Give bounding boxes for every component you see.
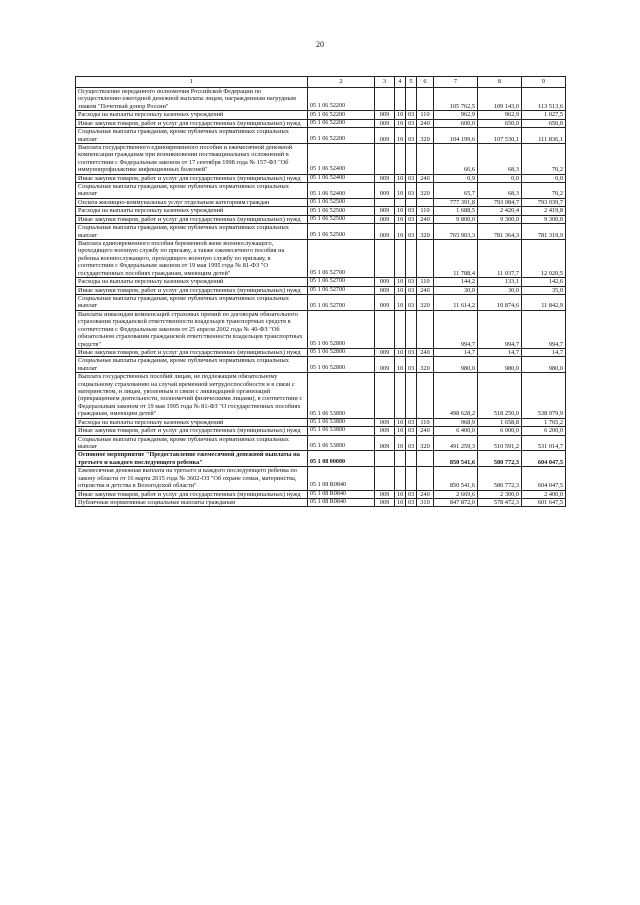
department-code: 009 xyxy=(375,207,395,215)
department-code: 009 xyxy=(375,215,395,223)
department-code: 009 xyxy=(375,286,395,294)
amount-col9: 6 200,0 xyxy=(522,427,566,435)
table-row xyxy=(76,451,566,467)
department-code: 009 xyxy=(375,278,395,286)
section-code: 10 xyxy=(395,111,406,119)
target-article-code: 05 1 06 52200 xyxy=(308,111,375,119)
subsection-code: 03 xyxy=(406,286,417,294)
amount-col7: 9 800,0 xyxy=(434,215,478,223)
department-code: 009 xyxy=(375,224,395,240)
row-description: Расходы на выплаты персоналу казенных учреждений xyxy=(76,278,308,286)
section-code xyxy=(395,88,406,111)
subsection-code: 03 xyxy=(406,418,417,426)
column-header: 4 xyxy=(395,77,406,88)
section-code: 10 xyxy=(395,183,406,199)
amount-col8: 2 300,0 xyxy=(478,490,522,498)
target-article-code: 05 1 06 53800 xyxy=(308,435,375,451)
amount-col8: 580 772,3 xyxy=(478,451,522,467)
row-description: Социальные выплаты гражданам, кроме публичных нормативных социальных выплат xyxy=(76,294,308,310)
amount-col9: 1 765,2 xyxy=(522,418,566,426)
amount-col8: 68,3 xyxy=(478,143,522,174)
section-code xyxy=(395,310,406,348)
target-article-code: 05 1 06 52200 xyxy=(308,119,375,127)
section-code: 10 xyxy=(395,128,406,144)
amount-col7: 491 259,3 xyxy=(434,435,478,451)
column-header: 7 xyxy=(434,77,478,88)
subsection-code: 03 xyxy=(406,278,417,286)
table-row xyxy=(76,119,566,127)
table-row xyxy=(76,357,566,373)
amount-col7: 11 788,4 xyxy=(434,240,478,278)
expense-type-code xyxy=(417,88,434,111)
amount-col9: 781 319,9 xyxy=(522,224,566,240)
amount-col9: 9 300,0 xyxy=(522,215,566,223)
subsection-code xyxy=(406,143,417,174)
row-description: Иные закупки товаров, работ и услуг для государственных (муниципальных) нужд xyxy=(76,348,308,356)
expense-type-code: 320 xyxy=(417,294,434,310)
department-code xyxy=(375,451,395,467)
amount-col9: 142,6 xyxy=(522,278,566,286)
expense-type-code: 240 xyxy=(417,490,434,498)
amount-col9: 1 027,5 xyxy=(522,111,566,119)
amount-col8: 6 000,0 xyxy=(478,427,522,435)
expense-type-code: 320 xyxy=(417,224,434,240)
amount-col7: 2 669,6 xyxy=(434,490,478,498)
table-row xyxy=(76,240,566,278)
amount-col8: 1 658,8 xyxy=(478,418,522,426)
row-description: Публичные нормативные социальные выплаты гражданам xyxy=(76,498,308,506)
section-code: 10 xyxy=(395,215,406,223)
table-row xyxy=(76,143,566,174)
section-code xyxy=(395,240,406,278)
section-code: 10 xyxy=(395,286,406,294)
department-code: 009 xyxy=(375,128,395,144)
department-code xyxy=(375,88,395,111)
amount-col9: 531 014,7 xyxy=(522,435,566,451)
table-row xyxy=(76,294,566,310)
amount-col8: 980,0 xyxy=(478,357,522,373)
amount-col7: 0,9 xyxy=(434,174,478,182)
section-code xyxy=(395,373,406,419)
subsection-code: 03 xyxy=(406,111,417,119)
expense-type-code: 110 xyxy=(417,278,434,286)
table-row xyxy=(76,435,566,451)
target-article-code: 05 1 06 52500 xyxy=(308,215,375,223)
row-description: Социальные выплаты гражданам, кроме публичных нормативных социальных выплат xyxy=(76,435,308,451)
expense-type-code: 110 xyxy=(417,207,434,215)
department-code: 009 xyxy=(375,111,395,119)
department-code: 009 xyxy=(375,183,395,199)
department-code: 009 xyxy=(375,427,395,435)
page-number: 20 xyxy=(316,40,324,49)
amount-col9: 604 047,5 xyxy=(522,467,566,490)
section-code: 10 xyxy=(395,498,406,506)
target-article-code: 05 1 08 R0840 xyxy=(308,467,375,490)
column-header: 6 xyxy=(417,77,434,88)
expense-type-code: 320 xyxy=(417,183,434,199)
subsection-code: 03 xyxy=(406,427,417,435)
row-description: Социальные выплаты гражданам, кроме публичных нормативных социальных выплат xyxy=(76,128,308,144)
table-row xyxy=(76,224,566,240)
amount-col9: 14,7 xyxy=(522,348,566,356)
row-description: Ежемесячная денежная выплата на третьего и каждого последующего ребенка по закону области от 16 марта 2015 года № 3602-ОЗ "Об охране семьи, материнства, отцовства и детства в Вологодской области" xyxy=(76,467,308,490)
amount-col7: 11 614,2 xyxy=(434,294,478,310)
amount-col7: 850 541,6 xyxy=(434,451,478,467)
amount-col9: 0,0 xyxy=(522,174,566,182)
target-article-code: 05 1 06 52200 xyxy=(308,88,375,111)
department-code xyxy=(375,373,395,419)
subsection-code xyxy=(406,467,417,490)
section-code: 10 xyxy=(395,294,406,310)
amount-col8: 962,9 xyxy=(478,111,522,119)
row-description: Иные закупки товаров, работ и услуг для государственных (муниципальных) нужд xyxy=(76,490,308,498)
row-description: Социальные выплаты гражданам, кроме публичных нормативных социальных выплат xyxy=(76,224,308,240)
department-code: 009 xyxy=(375,174,395,182)
subsection-code: 03 xyxy=(406,435,417,451)
subsection-code: 03 xyxy=(406,490,417,498)
subsection-code xyxy=(406,240,417,278)
subsection-code: 03 xyxy=(406,128,417,144)
amount-col9: 2 400,0 xyxy=(522,490,566,498)
table-row xyxy=(76,207,566,215)
amount-col9: 111 836,1 xyxy=(522,128,566,144)
amount-col8: 14,7 xyxy=(478,348,522,356)
column-header: 2 xyxy=(308,77,375,88)
amount-col7: 66,6 xyxy=(434,143,478,174)
section-code xyxy=(395,143,406,174)
table-row xyxy=(76,348,566,356)
department-code: 009 xyxy=(375,357,395,373)
department-code: 009 xyxy=(375,490,395,498)
column-header: 9 xyxy=(522,77,566,88)
target-article-code: 05 1 06 52700 xyxy=(308,278,375,286)
row-description: Выплата государственного единовременного пособия и ежемесячной денежной компенсации гражданам при возникновении поствакцинальных осложнений в соответствии с Федеральным законом от 17 сентября 1998 года № 157-ФЗ "Об иммунопрофилактике инфекционных болезней" xyxy=(76,143,308,174)
subsection-code: 03 xyxy=(406,498,417,506)
target-article-code: 05 1 06 52800 xyxy=(308,310,375,348)
subsection-code: 03 xyxy=(406,174,417,182)
row-description: Иные закупки товаров, работ и услуг для государственных (муниципальных) нужд xyxy=(76,427,308,435)
amount-col7: 765 903,3 xyxy=(434,224,478,240)
expense-type-code: 110 xyxy=(417,111,434,119)
amount-col8: 11 037,7 xyxy=(478,240,522,278)
section-code: 10 xyxy=(395,174,406,182)
expense-type-code: 240 xyxy=(417,427,434,435)
table-row xyxy=(76,310,566,348)
subsection-code xyxy=(406,373,417,419)
table-row xyxy=(76,467,566,490)
amount-col7: 498 628,2 xyxy=(434,373,478,419)
target-article-code: 05 1 08 R0840 xyxy=(308,490,375,498)
department-code xyxy=(375,198,395,206)
section-code xyxy=(395,451,406,467)
row-description: Основное мероприятие "Предоставление ежемесячной денежной выплаты на третьего и каждого последующего ребенка" xyxy=(76,451,308,467)
target-article-code: 05 1 06 52200 xyxy=(308,128,375,144)
row-description: Расходы на выплаты персоналу казенных учреждений xyxy=(76,418,308,426)
target-article-code: 05 1 06 52500 xyxy=(308,224,375,240)
amount-col7: 980,0 xyxy=(434,357,478,373)
table-row xyxy=(76,498,566,506)
table-row xyxy=(76,427,566,435)
amount-col9: 650,0 xyxy=(522,119,566,127)
table-row xyxy=(76,111,566,119)
row-description: Выплата единовременного пособия беременной жене военнослужащего, проходящего военную службу по призыву, а также ежемесячного пособия на ребенка военнослужащего, проходящего военную службу по призыву, в соответствии с Федеральным законом от 19 мая 1995 года № 81-ФЗ "О государственных пособиях гражданам, имеющим детей" xyxy=(76,240,308,278)
row-description: Выплаты инвалидам компенсаций страховых премий по договорам обязательного страхования гражданской ответственности владельцев транспортных средств в соответствии с Федеральным законом от 25 апреля 2002 года № 40-ФЗ "Об обязательном страховании гражданской ответственности владельцев транспортных средств" xyxy=(76,310,308,348)
budget-table xyxy=(75,76,566,507)
department-code: 009 xyxy=(375,498,395,506)
target-article-code: 05 1 06 52800 xyxy=(308,348,375,356)
amount-col9: 11 842,9 xyxy=(522,294,566,310)
amount-col7: 105 762,5 xyxy=(434,88,478,111)
expense-type-code: 320 xyxy=(417,435,434,451)
amount-col9: 980,0 xyxy=(522,357,566,373)
department-code: 009 xyxy=(375,119,395,127)
amount-col8: 793 084,7 xyxy=(478,198,522,206)
expense-type-code xyxy=(417,198,434,206)
amount-col9: 12 020,5 xyxy=(522,240,566,278)
amount-col7: 847 872,0 xyxy=(434,498,478,506)
column-header: 8 xyxy=(478,77,522,88)
department-code xyxy=(375,143,395,174)
row-description: Расходы на выплаты персоналу казенных учреждений xyxy=(76,207,308,215)
amount-col9: 601 647,5 xyxy=(522,498,566,506)
expense-type-code xyxy=(417,240,434,278)
amount-col8: 10 874,6 xyxy=(478,294,522,310)
expense-type-code: 240 xyxy=(417,215,434,223)
amount-col7: 14,7 xyxy=(434,348,478,356)
target-article-code: 05 1 08 R0840 xyxy=(308,498,375,506)
amount-col7: 777 391,8 xyxy=(434,198,478,206)
section-code: 10 xyxy=(395,418,406,426)
amount-col8: 9 300,0 xyxy=(478,215,522,223)
amount-col8: 510 591,2 xyxy=(478,435,522,451)
department-code xyxy=(375,310,395,348)
table-row xyxy=(76,198,566,206)
target-article-code: 05 1 08 00000 xyxy=(308,451,375,467)
target-article-code: 05 1 06 52400 xyxy=(308,174,375,182)
amount-col7: 30,0 xyxy=(434,286,478,294)
table-row xyxy=(76,183,566,199)
amount-col8: 30,0 xyxy=(478,286,522,294)
expense-type-code: 240 xyxy=(417,119,434,127)
amount-col8: 133,1 xyxy=(478,278,522,286)
column-header: 1 xyxy=(76,77,308,88)
section-code: 10 xyxy=(395,427,406,435)
section-code: 10 xyxy=(395,119,406,127)
table-row xyxy=(76,373,566,419)
amount-col7: 968,9 xyxy=(434,418,478,426)
amount-col9: 113 513,6 xyxy=(522,88,566,111)
amount-col7: 850 541,6 xyxy=(434,467,478,490)
department-code: 009 xyxy=(375,348,395,356)
subsection-code: 03 xyxy=(406,294,417,310)
subsection-code xyxy=(406,198,417,206)
amount-col8: 578 472,3 xyxy=(478,498,522,506)
expense-type-code: 240 xyxy=(417,174,434,182)
column-header: 5 xyxy=(406,77,417,88)
row-description: Иные закупки товаров, работ и услуг для государственных (муниципальных) нужд xyxy=(76,286,308,294)
expense-type-code: 310 xyxy=(417,498,434,506)
row-description: Выплата государственных пособий лицам, не подлежащим обязательному социальному страхованию на случай временной нетрудоспособности и в связи с материнством, и лицам, уволенным в связи с ликвидацией организаций (прекращением деятельности, полномочий физическими лицами), в соответствии с Федеральным законом от 19 мая 1995 года № 81-ФЗ "О государственных пособиях гражданам, имеющим детей" xyxy=(76,373,308,419)
table-row xyxy=(76,88,566,111)
row-description: Иные закупки товаров, работ и услуг для государственных (муниципальных) нужд xyxy=(76,119,308,127)
target-article-code: 05 1 06 53800 xyxy=(308,427,375,435)
table-row xyxy=(76,174,566,182)
amount-col7: 6 400,0 xyxy=(434,427,478,435)
amount-col7: 65,7 xyxy=(434,183,478,199)
row-description: Расходы на выплаты персоналу казенных учреждений xyxy=(76,111,308,119)
expense-type-code: 240 xyxy=(417,286,434,294)
subsection-code: 03 xyxy=(406,357,417,373)
expense-type-code xyxy=(417,451,434,467)
section-code: 10 xyxy=(395,490,406,498)
table-row xyxy=(76,278,566,286)
section-code: 10 xyxy=(395,207,406,215)
section-code: 10 xyxy=(395,348,406,356)
subsection-code xyxy=(406,88,417,111)
department-code: 009 xyxy=(375,435,395,451)
amount-col7: 1 688,5 xyxy=(434,207,478,215)
amount-col9: 994,7 xyxy=(522,310,566,348)
row-description: Социальные выплаты гражданам, кроме публичных нормативных социальных выплат xyxy=(76,183,308,199)
target-article-code: 05 1 06 53800 xyxy=(308,373,375,419)
table-row xyxy=(76,490,566,498)
expense-type-code: 320 xyxy=(417,357,434,373)
subsection-code: 03 xyxy=(406,119,417,127)
section-code xyxy=(395,198,406,206)
section-code: 10 xyxy=(395,278,406,286)
amount-col8: 2 420,4 xyxy=(478,207,522,215)
section-code: 10 xyxy=(395,435,406,451)
amount-col9: 70,2 xyxy=(522,183,566,199)
expense-type-code xyxy=(417,310,434,348)
expense-type-code: 110 xyxy=(417,418,434,426)
row-description: Иные закупки товаров, работ и услуг для государственных (муниципальных) нужд xyxy=(76,215,308,223)
expense-type-code xyxy=(417,467,434,490)
table-row xyxy=(76,128,566,144)
subsection-code: 03 xyxy=(406,348,417,356)
target-article-code: 05 1 06 52400 xyxy=(308,143,375,174)
amount-col8: 994,7 xyxy=(478,310,522,348)
subsection-code: 03 xyxy=(406,215,417,223)
amount-col8: 107 530,1 xyxy=(478,128,522,144)
department-code: 009 xyxy=(375,418,395,426)
subsection-code xyxy=(406,451,417,467)
amount-col9: 2 419,8 xyxy=(522,207,566,215)
target-article-code: 05 1 06 52700 xyxy=(308,240,375,278)
amount-col7: 104 199,6 xyxy=(434,128,478,144)
amount-col8: 0,0 xyxy=(478,174,522,182)
expense-type-code xyxy=(417,143,434,174)
amount-col7: 600,0 xyxy=(434,119,478,127)
amount-col8: 518 250,0 xyxy=(478,373,522,419)
row-description: Иные закупки товаров, работ и услуг для государственных (муниципальных) нужд xyxy=(76,174,308,182)
amount-col7: 994,7 xyxy=(434,310,478,348)
amount-col9: 604 047,5 xyxy=(522,451,566,467)
amount-col8: 650,0 xyxy=(478,119,522,127)
amount-col8: 781 364,3 xyxy=(478,224,522,240)
target-article-code: 05 1 06 52700 xyxy=(308,294,375,310)
target-article-code: 05 1 06 52800 xyxy=(308,357,375,373)
amount-col8: 68,3 xyxy=(478,183,522,199)
header-row xyxy=(76,77,566,88)
amount-col7: 144,2 xyxy=(434,278,478,286)
section-code: 10 xyxy=(395,224,406,240)
amount-col9: 538 979,9 xyxy=(522,373,566,419)
section-code xyxy=(395,467,406,490)
department-code: 009 xyxy=(375,294,395,310)
expense-type-code xyxy=(417,373,434,419)
row-description: Социальные выплаты гражданам, кроме публичных нормативных социальных выплат xyxy=(76,357,308,373)
amount-col9: 35,0 xyxy=(522,286,566,294)
subsection-code: 03 xyxy=(406,224,417,240)
amount-col7: 962,9 xyxy=(434,111,478,119)
target-article-code: 05 1 06 52700 xyxy=(308,286,375,294)
amount-col9: 70,2 xyxy=(522,143,566,174)
target-article-code: 05 1 06 52500 xyxy=(308,207,375,215)
expense-type-code: 240 xyxy=(417,348,434,356)
target-article-code: 05 1 06 52400 xyxy=(308,183,375,199)
column-header: 3 xyxy=(375,77,395,88)
table-row xyxy=(76,286,566,294)
subsection-code: 03 xyxy=(406,183,417,199)
amount-col9: 793 039,7 xyxy=(522,198,566,206)
target-article-code: 05 1 06 52500 xyxy=(308,198,375,206)
department-code xyxy=(375,240,395,278)
row-description: Осуществление переданного полномочия Российской Федерации по осуществлению ежегодной денежной выплаты лицам, награжденным нагрудным знаком "Почетный донор России" xyxy=(76,88,308,111)
subsection-code xyxy=(406,310,417,348)
department-code xyxy=(375,467,395,490)
subsection-code: 03 xyxy=(406,207,417,215)
table-row xyxy=(76,418,566,426)
table-row xyxy=(76,215,566,223)
amount-col8: 580 772,3 xyxy=(478,467,522,490)
row-description: Оплата жилищно-коммунальных услуг отдельным категориям граждан xyxy=(76,198,308,206)
section-code: 10 xyxy=(395,357,406,373)
amount-col8: 109 143,0 xyxy=(478,88,522,111)
target-article-code: 05 1 06 53800 xyxy=(308,418,375,426)
expense-type-code: 320 xyxy=(417,128,434,144)
